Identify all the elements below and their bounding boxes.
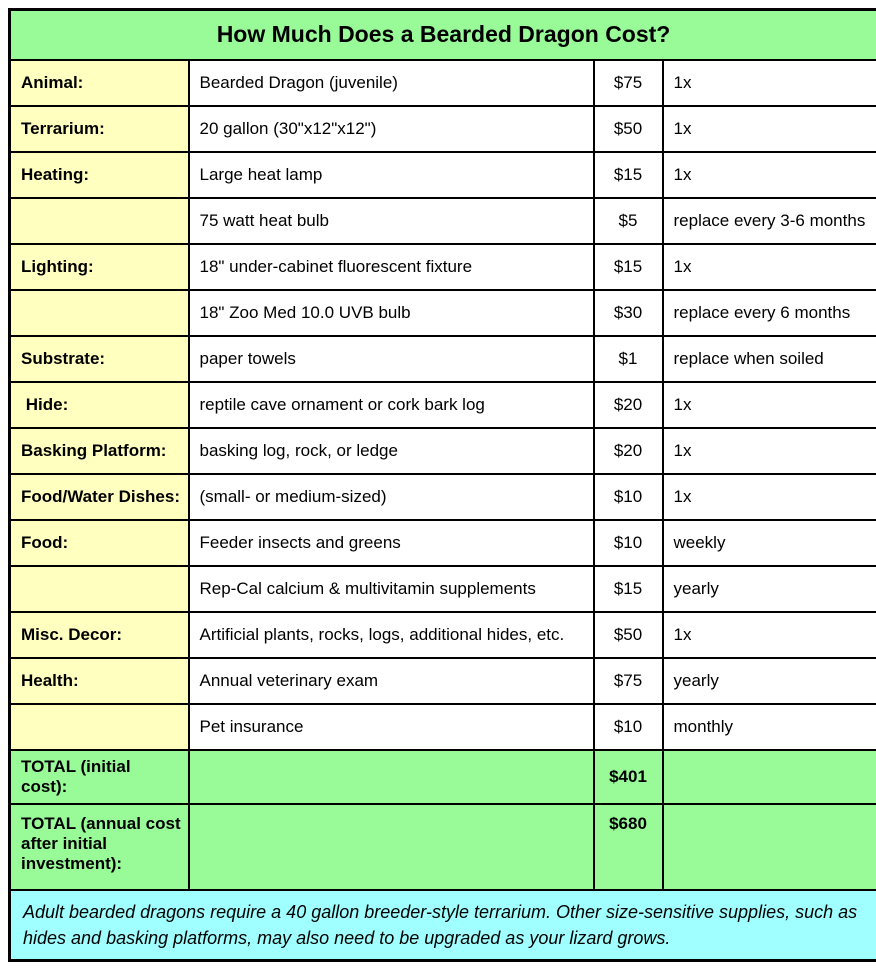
cost-cell: $20 xyxy=(594,428,663,474)
total-annual-spacer xyxy=(663,804,876,890)
item-cell: Artificial plants, rocks, logs, additional hides, etc. xyxy=(189,612,594,658)
cost-cell: $50 xyxy=(594,106,663,152)
item-cell: Annual veterinary exam xyxy=(189,658,594,704)
category-cell: Basking Platform: xyxy=(10,428,189,474)
item-cell: (small- or medium-sized) xyxy=(189,474,594,520)
category-cell xyxy=(10,566,189,612)
cost-cell: $15 xyxy=(594,566,663,612)
cost-cell: $5 xyxy=(594,198,663,244)
total-initial-value: $401 xyxy=(594,750,663,804)
item-cell: Large heat lamp xyxy=(189,152,594,198)
table-row xyxy=(10,474,876,520)
category-cell: Food: xyxy=(10,520,189,566)
frequency-cell: 1x xyxy=(663,60,876,106)
item-cell: Feeder insects and greens xyxy=(189,520,594,566)
category-cell: Heating: xyxy=(10,152,189,198)
item-cell: Pet insurance xyxy=(189,704,594,750)
cost-table xyxy=(8,8,876,962)
cost-cell: $15 xyxy=(594,152,663,198)
category-cell xyxy=(10,198,189,244)
table-row xyxy=(10,290,876,336)
category-cell xyxy=(10,704,189,750)
total-annual-value: $680 xyxy=(594,804,663,890)
category-cell: Misc. Decor: xyxy=(10,612,189,658)
total-annual-label: TOTAL (annual cost after initial investment): xyxy=(10,804,189,890)
category-cell: Health: xyxy=(10,658,189,704)
item-cell: 18" under-cabinet fluorescent fixture xyxy=(189,244,594,290)
frequency-cell: 1x xyxy=(663,428,876,474)
item-cell: basking log, rock, or ledge xyxy=(189,428,594,474)
frequency-cell: replace every 6 months xyxy=(663,290,876,336)
cost-cell: $20 xyxy=(594,382,663,428)
category-cell: Hide: xyxy=(10,382,189,428)
cost-cell: $10 xyxy=(594,520,663,566)
total-initial-label: TOTAL (initial cost): xyxy=(10,750,189,804)
table-row xyxy=(10,152,876,198)
table-row xyxy=(10,520,876,566)
table-row xyxy=(10,612,876,658)
frequency-cell: yearly xyxy=(663,566,876,612)
item-cell: Rep-Cal calcium & multivitamin supplements xyxy=(189,566,594,612)
cost-cell: $75 xyxy=(594,658,663,704)
table-row xyxy=(10,658,876,704)
table-row xyxy=(10,566,876,612)
total-initial-spacer xyxy=(663,750,876,804)
category-cell: Terrarium: xyxy=(10,106,189,152)
page-title: How Much Does a Bearded Dragon Cost? xyxy=(10,10,876,60)
item-cell: Bearded Dragon (juvenile) xyxy=(189,60,594,106)
frequency-cell: 1x xyxy=(663,382,876,428)
item-cell: 20 gallon (30"x12"x12") xyxy=(189,106,594,152)
cost-cell: $10 xyxy=(594,474,663,520)
frequency-cell: 1x xyxy=(663,152,876,198)
cost-cell: $1 xyxy=(594,336,663,382)
footnote-row xyxy=(10,890,876,961)
frequency-cell: replace when soiled xyxy=(663,336,876,382)
category-cell xyxy=(10,290,189,336)
cost-cell: $75 xyxy=(594,60,663,106)
item-cell: reptile cave ornament or cork bark log xyxy=(189,382,594,428)
total-annual-spacer xyxy=(189,804,594,890)
cost-cell: $30 xyxy=(594,290,663,336)
item-cell: 18" Zoo Med 10.0 UVB bulb xyxy=(189,290,594,336)
table-row xyxy=(10,336,876,382)
frequency-cell: yearly xyxy=(663,658,876,704)
item-cell: paper towels xyxy=(189,336,594,382)
frequency-cell: monthly xyxy=(663,704,876,750)
table-row xyxy=(10,60,876,106)
table-row xyxy=(10,198,876,244)
footnote: Adult bearded dragons require a 40 gallon breeder-style terrarium. Other size-sensitive supplies, such as hides and basking platforms, may also need to be upgraded as your lizard grows. xyxy=(10,890,876,961)
frequency-cell: weekly xyxy=(663,520,876,566)
item-cell: 75 watt heat bulb xyxy=(189,198,594,244)
table-header-row xyxy=(10,10,876,60)
total-initial-spacer xyxy=(189,750,594,804)
frequency-cell: 1x xyxy=(663,106,876,152)
cost-cell: $50 xyxy=(594,612,663,658)
cost-cell: $10 xyxy=(594,704,663,750)
table-row xyxy=(10,428,876,474)
frequency-cell: 1x xyxy=(663,612,876,658)
category-cell: Substrate: xyxy=(10,336,189,382)
frequency-cell: replace every 3-6 months xyxy=(663,198,876,244)
category-cell: Food/Water Dishes: xyxy=(10,474,189,520)
frequency-cell: 1x xyxy=(663,244,876,290)
table-row xyxy=(10,106,876,152)
total-initial-row xyxy=(10,750,876,804)
frequency-cell: 1x xyxy=(663,474,876,520)
category-cell: Lighting: xyxy=(10,244,189,290)
table-row xyxy=(10,382,876,428)
category-cell: Animal: xyxy=(10,60,189,106)
total-annual-row xyxy=(10,804,876,890)
table-row xyxy=(10,244,876,290)
table-row xyxy=(10,704,876,750)
cost-cell: $15 xyxy=(594,244,663,290)
